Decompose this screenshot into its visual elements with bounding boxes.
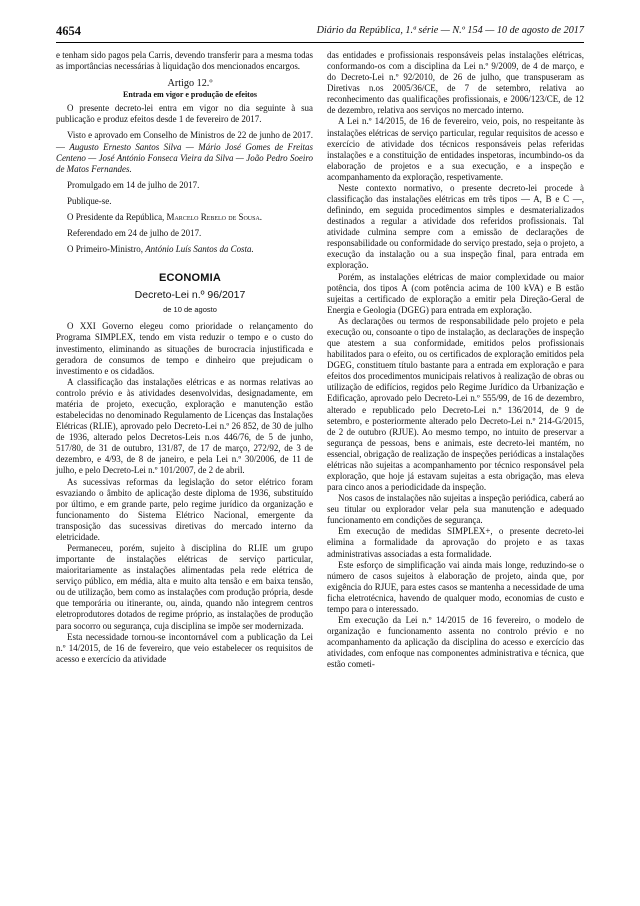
paragraph: Este esforço de simplificação vai ainda mais longe, reduzindo-se o número de casos sujeitos à elaboração de projeto, ainda que, por exigência do RJUE, para estes casos se mantenha a necessidade de uma ficha eletrotécnica, havendo de qualquer modo, economias de custo e tempo para o interessado.	[327, 559, 584, 614]
article-title: Artigo 12.º	[167, 78, 213, 90]
left-column	[56, 50, 313, 665]
pm-intro: O Primeiro-Ministro,	[67, 244, 143, 255]
paragraph: A classificação das instalações elétricas e as normas relativas ao controlo prévio e às atividades desenvolvidas, designadamente, em matéria de projeto, execução, exploração e manutenção estão estabelecidas no denominado Regulamento de Licenças das Instalações Elétricas (RLIE), aprovado pelo Decreto-Lei n.º 26 852, de 30 de julho de 1936, alterado pelos Decretos-Leis n.os 446/76, de 5 de junho, 517/80, de 31 de outubro, 131/87, de 17 de março, 272/92, de 3 de dezembro, e 4/93, de 8 de janeiro, e pela Lei n.º 30/2006, de 11 de julho, e pelo Decreto-Lei n.º 101/2007, de 2 de abril.	[56, 376, 313, 476]
promulgation: Promulgado em 14 de julho de 2017.	[67, 179, 200, 190]
page-number: 4654	[56, 24, 81, 38]
president-intro: O Presidente da República,	[67, 211, 165, 222]
pm-name: António Luís Santos da Costa.	[145, 244, 254, 255]
publish-line: Publique-se.	[67, 195, 112, 206]
paragraph: As declarações ou termos de responsabilidade pelo projeto e pela execução ou, consoante o tipo de instalação, as declarações de inspeção que atestem a sua conformidade, emitidos pelos profissionais habilitados para o efeito, ou os certificados de exploração emitidos pela DGEG, constituem título bastante para a entrada em exploração e para efeitos dos procedimentos municipais relativos à realização de obras ou utilização de edifícios, regidos pelo Regime Jurídico da Urbanização e Edificação, aprovado pelo Decreto-Lei n.º 555/99, de 16 de dezembro, alterado e republicado pelo Decreto-Lei n.º 136/2014, de 9 de setembro, e posteriormente alterado pelo Decreto-Lei n.º 214-G/2015, de 2 de outubro (RJUE). Ao mesmo tempo, no intuito de preservar a segurança de pessoas, bens e animais, este decreto-lei mantém, no essencial, obrigação de realização de inspeções periódicas a instalações elétricas não sujeitas a acompanhamento por técnico responsável pela exploração, que hoje já estavam sujeitas a esta obrigação, mas eleva para cinco anos a periodicidade da inspeção.	[327, 315, 584, 493]
paragraph: Neste contexto normativo, o presente decreto-lei procede à classificação das instalações elétricas em três tipos — A, B e C —, definindo, em seguida procedimentos simples e desmaterializados destinados a regular a atividade dos referidos profissionais. Tal atividade culmina sempre com a emissão de declarações de responsabilidade ou conformidade do serviço prestado, seja o projeto, a execução da instalação ou a sua inspeção final, para entrada em exploração.	[327, 182, 584, 271]
countersigned-line: Referendado em 24 de julho de 2017.	[67, 228, 202, 239]
paragraph: Permaneceu, porém, sujeito à disciplina do RLIE um grupo importante de instalações elétricas de serviço particular, maioritariamente as instalações alimentadas pela rede elétrica de serviço público, em média, alta e muito alta tensão e em baixa tensão, ou de utilização, bem como as instalações com produção própria, desde que temporária ou itinerante, ou, ainda, quando não integrem centros eletroprodutores dotados de regime próprio, as instalações de produção para socorro ou segurança, cuja disciplina se impõe ser modernizada.	[56, 542, 313, 631]
paragraph: Esta necessidade tornou-se incontornável com a publicação da Lei n.º 14/2015, de 16 de fevereiro, que veio estabelecer os requisitos de acesso e exercício da atividade	[56, 631, 313, 664]
section-title: ECONOMIA	[158, 272, 222, 285]
paragraph: Nos casos de instalações não sujeitas a inspeção periódica, caberá ao seu titular ou explorador velar pela sua manutenção e adequado funcionamento em condições de segurança.	[327, 493, 584, 526]
approval-paragraph	[56, 130, 313, 174]
paragraph: Em execução de medidas SIMPLEX+, o presente decreto-lei elimina a formalidade da aprovação do projeto e as taxas administrativas associadas a esta formalidade.	[327, 526, 584, 559]
decree-number: Decreto-Lei n.º 96/2017	[134, 289, 246, 302]
article-heading: Entrada em vigor e produção de efeitos	[123, 90, 257, 100]
paragraph: Porém, as instalações elétricas de maior complexidade ou maior potência, dos tipos A (com potência acima de 100 kVA) e B estão sujeitas a certificado de exploração a emitir pela Direção-Geral de Energia e Geologia (DGEG) para entrada em exploração.	[327, 271, 584, 315]
page-header	[56, 24, 584, 40]
paragraph: das entidades e profissionais responsáveis pelas instalações elétricas, conformando-os com a disciplina da Lei n.º 9/2009, de 4 de março, e do Decreto-Lei n.º 92/2010, de 26 de julho, que transpuseram as Diretivas n.os 2005/36/CE, de 7 de setembro, relativa ao reconhecimento das qualificações profissionais, e 2006/123/CE, de 12 de dezembro, relativa aos serviços no mercado interno.	[327, 50, 584, 116]
paragraph: As sucessivas reformas da legislação do setor elétrico foram esvaziando o âmbito de aplicação deste diploma de 1936, substituído por último, e em grande parte, pelo regime jurídico da organização e funcionamento do Sistema Elétrico Nacional, emergente da transposição das sucessivas diretivas do mercado interno da eletricidade.	[56, 476, 313, 542]
approval-names: Augusto Ernesto Santos Silva — Mário José Gomes de Freitas Centeno — José António Fonseca Vieira da Silva — João Pedro Soeiro de Matos Fernandes.	[56, 141, 313, 174]
president-name: Marcelo Rebelo de Sousa.	[166, 211, 263, 222]
right-column	[327, 50, 584, 670]
paragraph: A Lei n.º 14/2015, de 16 de fevereiro, veio, pois, no respeitante às instalações elétricas de serviço particular, regular requisitos de acesso e exercício de atividade dos técnicos responsáveis pelas referidas instalações e a constituição de entidades inspetoras, incumbindo-os da elaboração de projetos e a sua execução, e a inspeção e acompanhamento da exploração, respetivamente.	[327, 116, 584, 182]
paragraph: e tenham sido pagos pela Carris, devendo transferir para a mesma todas as importâncias necessárias à liquidação dos mencionados encargos.	[56, 50, 313, 72]
president-line	[56, 212, 313, 223]
paragraph: O XXI Governo elegeu como prioridade o relançamento do Programa SIMPLEX, tendo em vista reduzir o tempo e o custo do investimento, eliminando as situações de burocracia injustificada e geradora de consumos de tempo e dinheiro que prejudicam o investimento e os cidadãos.	[56, 321, 313, 376]
prime-minister-line	[56, 244, 313, 255]
approval-intro: Visto e aprovado em Conselho de Ministros de 22 de junho de 2017. —	[56, 130, 313, 152]
paragraph: Em execução da Lei n.º 14/2015 de 16 fevereiro, o modelo de organização e funcionamento assenta no controlo prévio e no acompanhamento da aplicação da disciplina do acesso e exercício das atividades, com enfoque nas componentes administrativa e técnica, que estão cometi-	[327, 614, 584, 670]
decree-date: de 10 de agosto	[163, 305, 217, 315]
paragraph: O presente decreto-lei entra em vigor no dia seguinte à sua publicação e produz efeitos desde 1 de fevereiro de 2017.	[56, 103, 313, 125]
running-title: Diário da República, 1.ª série — N.º 154 — 10 de agosto de 2017	[316, 25, 584, 36]
header-rule	[56, 42, 584, 43]
